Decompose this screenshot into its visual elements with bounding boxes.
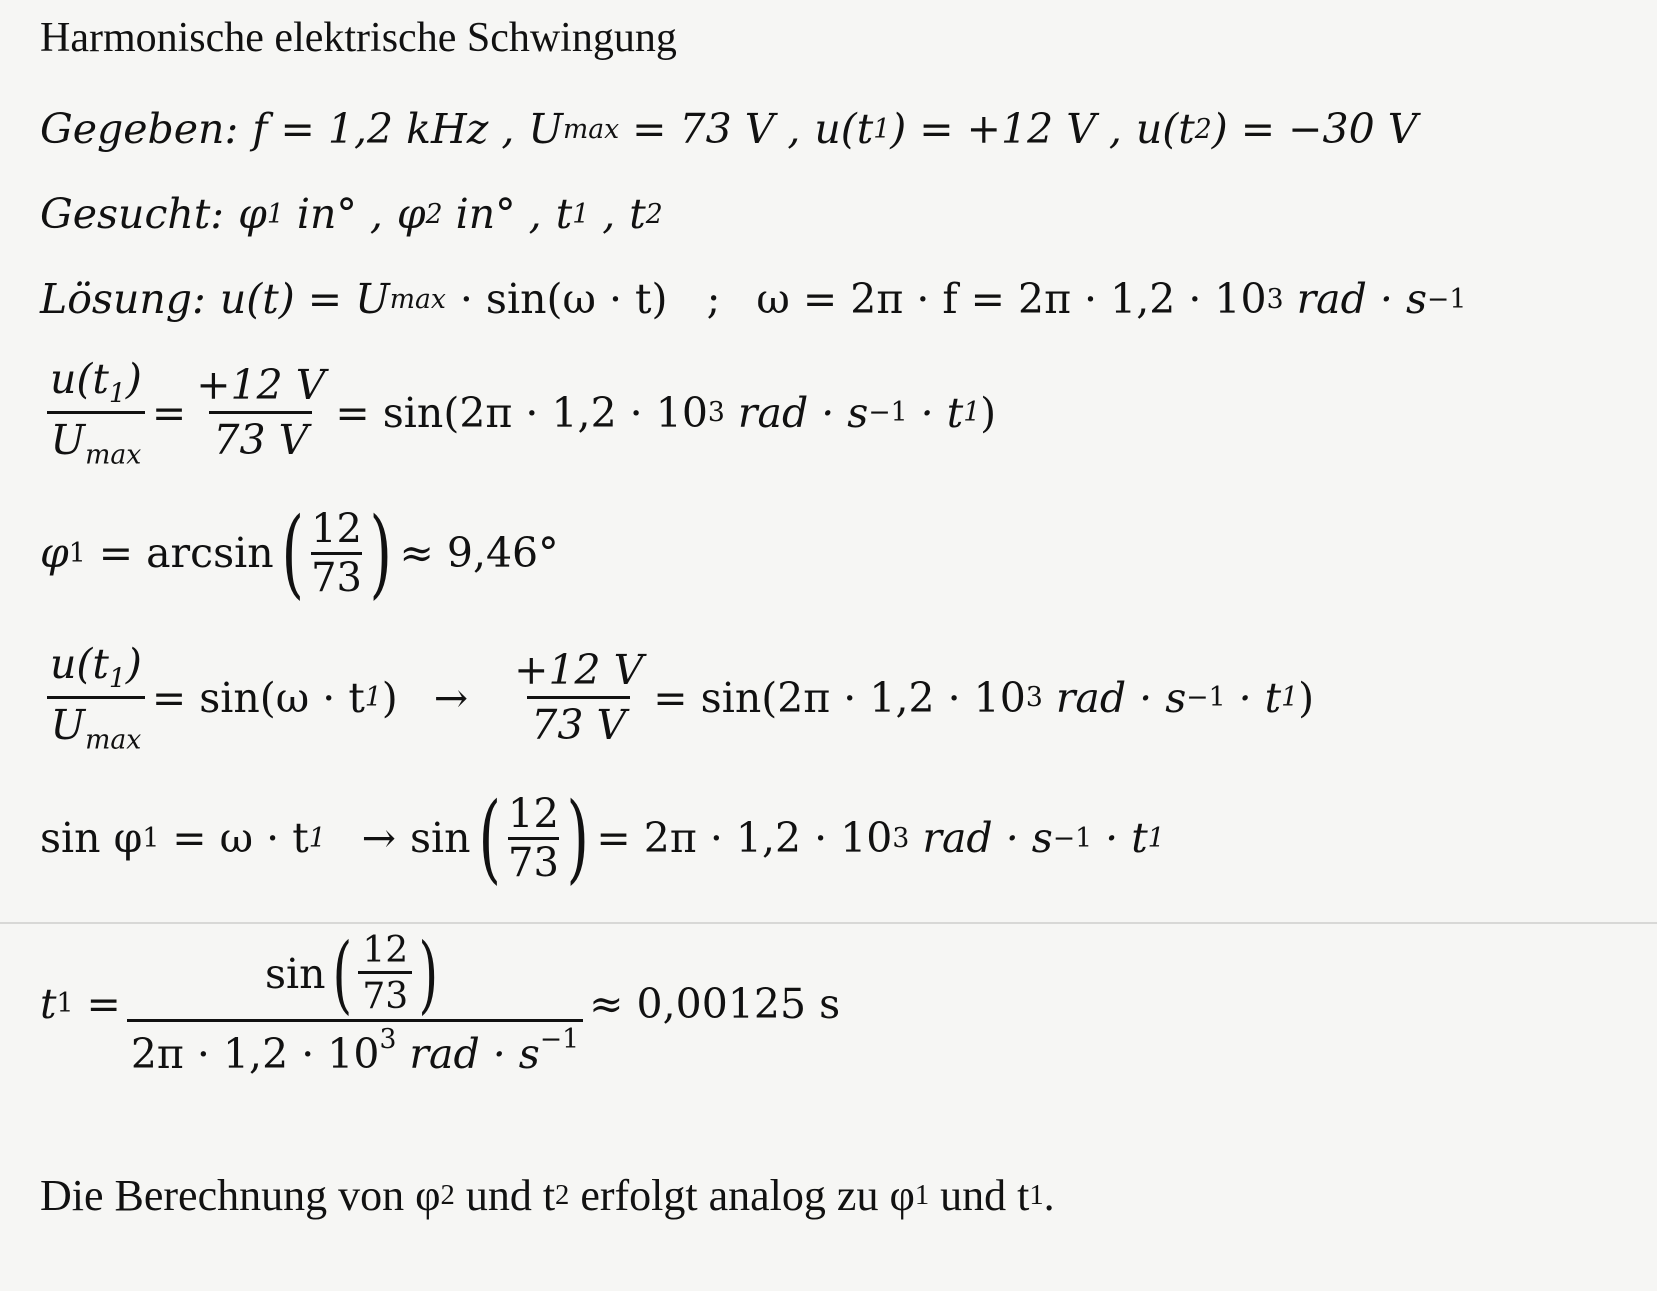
given-label: Gegeben: xyxy=(40,105,239,153)
equation-ratio: $\frac{u(t_1)}{U_{max}}$ = $\frac{+12 V}{73 V}$ = sin(2π · 1,2 · 10 3 rad · s −1 · t 1 ) xyxy=(40,355,996,471)
solution-line: Lösung: u(t) = U max · sin(ω · t) ; ω = 2π · f = 2π · 1,2 · 10 3 rad · s −1 xyxy=(40,275,1467,323)
given-line: Gegeben: f = 1,2 kHz , U max = 73 V , u(t 1 ) = +12 V , u(t 2 ) = −30 V xyxy=(40,105,1418,153)
equation-sin-omega: $\frac{u(t_1)}{U_{max}}$ = sin(ω · t 1 ) → $\frac{+12 V}{73 V}$ = sin(2π · 1,2 · 10 3 rad · s −1 · t 1 ) xyxy=(40,640,1314,756)
sought-label: Gesucht: xyxy=(40,190,225,238)
arrow-icon: → xyxy=(433,673,469,722)
fraction-u-umax-2: $\frac{u(t_1)}{U_{max}}$ xyxy=(46,640,146,756)
fraction-u-umax: $\frac{u(t_1)}{U_{max}}$ xyxy=(46,355,146,471)
paper-fold xyxy=(0,922,1657,924)
equation-sin-phi: sin φ 1 = ω · t 1 → sin ( 12 73 ) = 2π · 1,2 · 10 3 rad · s −1 · t 1 xyxy=(40,782,1165,894)
paren-fraction: ( 12 73 ) xyxy=(478,782,589,894)
fraction-t1: sin ( 12 73 ) $2\pi \cdot 1,2 \cdot 10^3$ rad · $s^{-1}$ xyxy=(127,930,583,1078)
equation-t1: t 1 = sin ( 12 73 ) $2\pi \cdot 1,2 \cdot 10^3$ rad · $s^{-1}$ ≈ 0,00125 s xyxy=(40,924,841,1078)
arrow-icon: → xyxy=(361,814,397,862)
conclusion-text: Die Berechnung von φ 2 und t 2 erfolgt analog zu φ 1 und t 1 . xyxy=(40,1171,1055,1220)
solution-label: Lösung: xyxy=(40,275,206,323)
sought-line: Gesucht: φ 1 in° , φ 2 in° , t 1 , t 2 xyxy=(40,190,663,238)
paren-fraction: ( 12 73 ) xyxy=(281,497,392,609)
fraction-12-73: $\frac{+12 V}{73 V}$ xyxy=(196,361,326,465)
equation-arcsin: φ 1 = arcsin ( 12 73 ) ≈ 9,46° xyxy=(40,497,559,609)
fraction-12-73-2: $\frac{+12 V}{73 V}$ xyxy=(514,646,644,750)
page-title: Harmonische elektrische Schwingung xyxy=(40,15,677,61)
